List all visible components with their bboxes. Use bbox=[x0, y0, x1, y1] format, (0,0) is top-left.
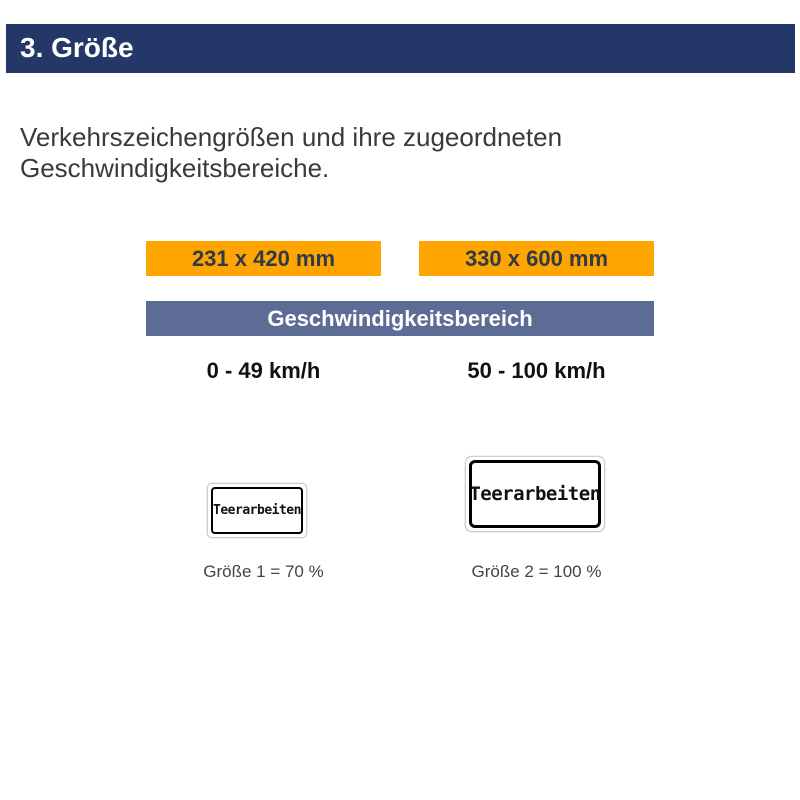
sign-caption-2: Größe 2 = 100 % bbox=[471, 562, 602, 581]
speed-range-2: 50 - 100 km/h bbox=[467, 358, 606, 383]
intro-line-1: Verkehrszeichengrößen und ihre zugeordneten bbox=[20, 122, 563, 152]
traffic-sign-size-2 bbox=[465, 456, 605, 532]
speed-range-1: 0 - 49 km/h bbox=[206, 358, 321, 383]
size-label-1: 231 x 420 mm bbox=[146, 241, 381, 276]
speed-range-header: Geschwindigkeitsbereich bbox=[146, 301, 654, 336]
traffic-sign-text: Teerarbeiten bbox=[211, 487, 303, 534]
traffic-sign-text: Teerarbeiten bbox=[469, 460, 601, 528]
sign-caption-1: Größe 1 = 70 % bbox=[203, 562, 324, 581]
page-title: 3. Größe bbox=[20, 32, 134, 63]
traffic-sign-size-1 bbox=[207, 483, 307, 538]
size-label-2: 330 x 600 mm bbox=[419, 241, 654, 276]
intro-line-2: Geschwindigkeitsbereiche. bbox=[20, 153, 330, 183]
intro-text bbox=[20, 122, 720, 184]
